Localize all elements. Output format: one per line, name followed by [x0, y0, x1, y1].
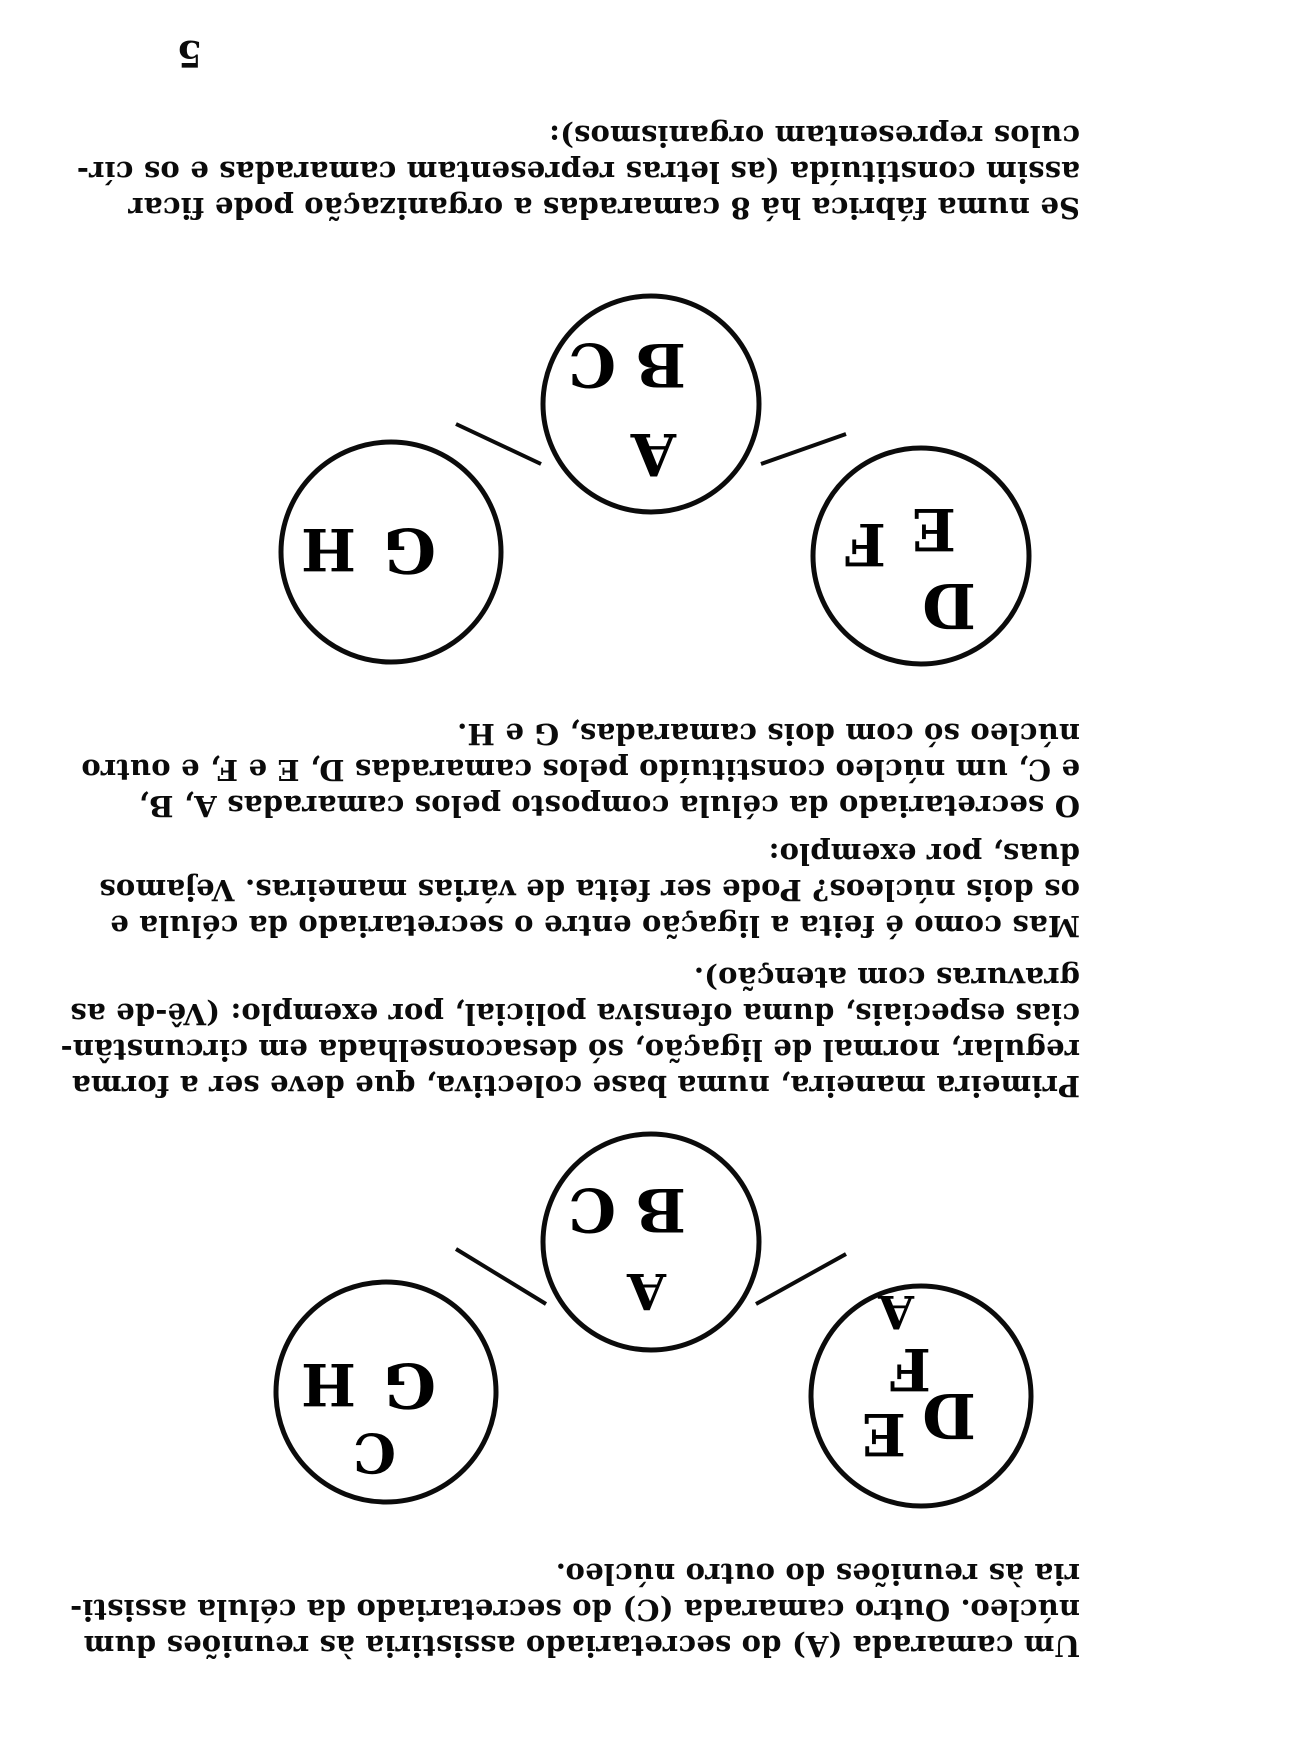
- paragraph-first-method: [60, 960, 1120, 1104]
- letter-label: C: [568, 1174, 616, 1244]
- letter-label: D: [922, 569, 976, 642]
- text-line: núcleo. Outro camarada (C) do secretariado da célula assisti-: [69, 1593, 1080, 1627]
- text-line: e C, um núcleo constituído pelos camaradas D, E e F, e outro: [81, 753, 1080, 787]
- text-line: regular, normal de ligação, só desaconselhada em circunstân-: [60, 1033, 1080, 1067]
- connector-line: [456, 1249, 546, 1304]
- letter-label: C: [568, 329, 616, 399]
- organization-diagram-bottom: [0, 254, 1296, 674]
- letter-label: A: [878, 1285, 914, 1339]
- letter-label: A: [630, 420, 676, 488]
- text-line: núcleo só com dois camaradas, G e H.: [456, 717, 1080, 751]
- text-line: Um camarada (A) do secretariado assistiria às reuniões dum: [83, 1629, 1080, 1663]
- organization-diagram-top: [0, 1114, 1296, 1514]
- letter-label: F: [844, 510, 886, 578]
- text-line: O secretariado da célula composto pelos camaradas A, B,: [138, 789, 1080, 823]
- text-line: os dois núcleos? Pode ser feita de várias maneiras. Vejamos: [99, 873, 1080, 907]
- connector-line: [761, 434, 846, 464]
- paragraph-secretariat-attendance: [69, 1556, 1120, 1664]
- letter-label: A: [627, 1262, 666, 1321]
- letter-label: G: [383, 514, 436, 587]
- letter-label: B: [635, 1174, 686, 1244]
- letter-label: D: [922, 1379, 976, 1452]
- letter-label: C: [353, 1421, 396, 1485]
- text-line: gravuras com atenção).: [693, 961, 1080, 995]
- page-number: 5: [176, 32, 202, 74]
- text-line: culos representam organismos):: [549, 119, 1080, 153]
- paragraph-liaison-question: [99, 836, 1120, 944]
- text-line: ria às reuniões do outro núcleo.: [555, 1557, 1080, 1591]
- text-line: Mas como é feita a ligação entre o secretariado da célula e: [110, 909, 1080, 943]
- letter-label: G: [383, 1349, 436, 1422]
- text-line: cias especiais, duma ofensiva policial, por exemplo: (Vê-de as: [70, 997, 1080, 1031]
- connector-line: [456, 424, 541, 464]
- text-line: Se numa fábrica há 8 camaradas a organização pode ficar: [128, 191, 1080, 225]
- paragraph-factory-example: [76, 118, 1120, 226]
- letter-label: H: [301, 1350, 356, 1418]
- text-line: assim constituída (as letras representam camaradas e os cír-: [76, 155, 1080, 189]
- connector-line: [756, 1254, 846, 1304]
- paragraph-cell-composition: [81, 716, 1120, 824]
- text-line: duas, por exemplo:: [768, 837, 1080, 871]
- letter-label: H: [301, 515, 356, 583]
- letter-label: B: [635, 329, 686, 399]
- letter-label: E: [911, 495, 956, 563]
- text-line: Primeira maneira, numa base colectiva, que deve ser a forma: [71, 1069, 1080, 1103]
- letter-label: F: [889, 1335, 931, 1403]
- letter-label: E: [861, 1400, 906, 1468]
